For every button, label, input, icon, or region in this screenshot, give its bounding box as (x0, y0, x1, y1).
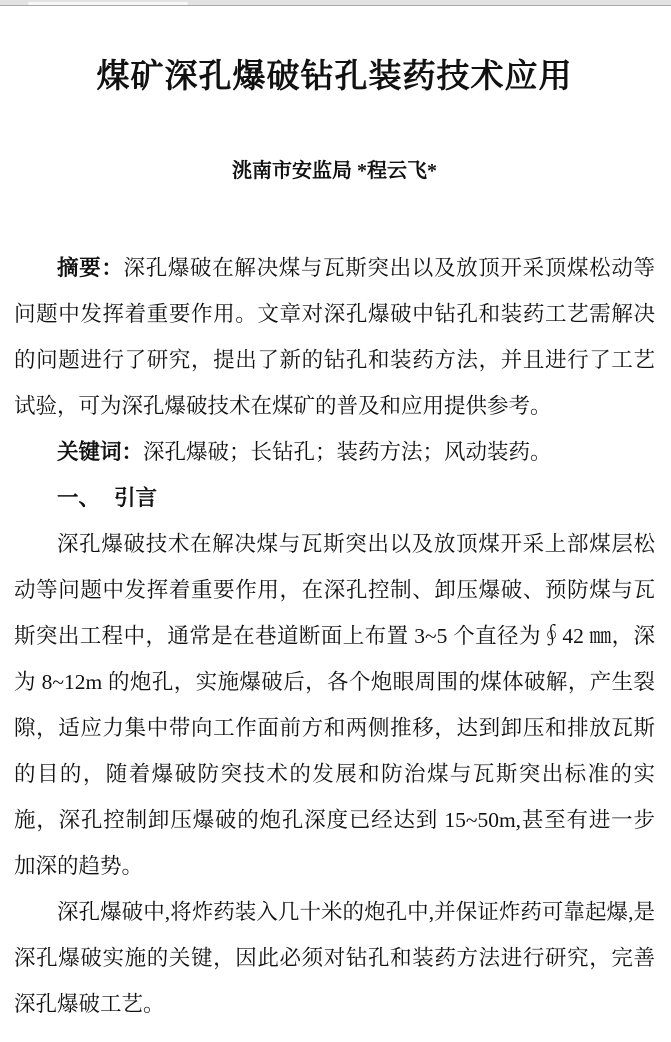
keywords-label: 关键词： (57, 440, 144, 464)
document-title: 煤矿深孔爆破钻孔装药技术应用 (96, 59, 573, 95)
section-heading-introduction (14, 475, 655, 521)
section-number: 一、 (57, 486, 101, 510)
abstract-label: 摘要： (57, 256, 124, 280)
document-page (0, 53, 671, 1027)
horizontal-scrollbar-thumb[interactable] (28, 2, 188, 5)
author-line: 洮南市安监局 *程云飞* (232, 160, 437, 182)
keywords-text: 深孔爆破；长钻孔；装药方法；风动装药。 (143, 440, 552, 464)
section-title: 引言 (113, 486, 157, 510)
keywords-paragraph (14, 429, 655, 475)
horizontal-scrollbar-track[interactable] (0, 0, 671, 6)
abstract-paragraph (14, 245, 655, 429)
abstract-text: 深孔爆破在解决煤与瓦斯突出以及放顶开采顶煤松动等问题中发挥着重要作用。文章对深孔爆破中钻孔和装药工艺需解决的问题进行了研究，提出了新的钻孔和装药方法，并且进行了工艺试验，可为深孔爆破技术在煤矿的普及和应用提供参考。 (14, 256, 655, 418)
body-paragraph: 深孔爆破中,将炸药装入几十米的炮孔中,并保证炸药可靠起爆,是深孔爆破实施的关键，因此必须对钻孔和装药方法进行研究，完善深孔爆破工艺。 (14, 900, 655, 1016)
body-paragraph: 深孔爆破技术在解决煤与瓦斯突出以及放顶煤开采上部煤层松动等问题中发挥着重要作用，在深孔控制、卸压爆破、预防煤与瓦斯突出工程中，通常是在巷道断面上布置 3~5 个直径为∮42 ㎜，深为 8~12m 的炮孔，实施爆破后，各个炮眼周围的煤体破解，产生裂隙，适应力集中带向工作面前方和两侧推移，达到卸压和排放瓦斯的目的，随着爆破防突技术的发展和防治煤与瓦斯突出标准的实施，深孔控制卸压爆破的炮孔深度已经达到 15~50m,甚至有进一步加深的趋势。 (14, 532, 655, 878)
